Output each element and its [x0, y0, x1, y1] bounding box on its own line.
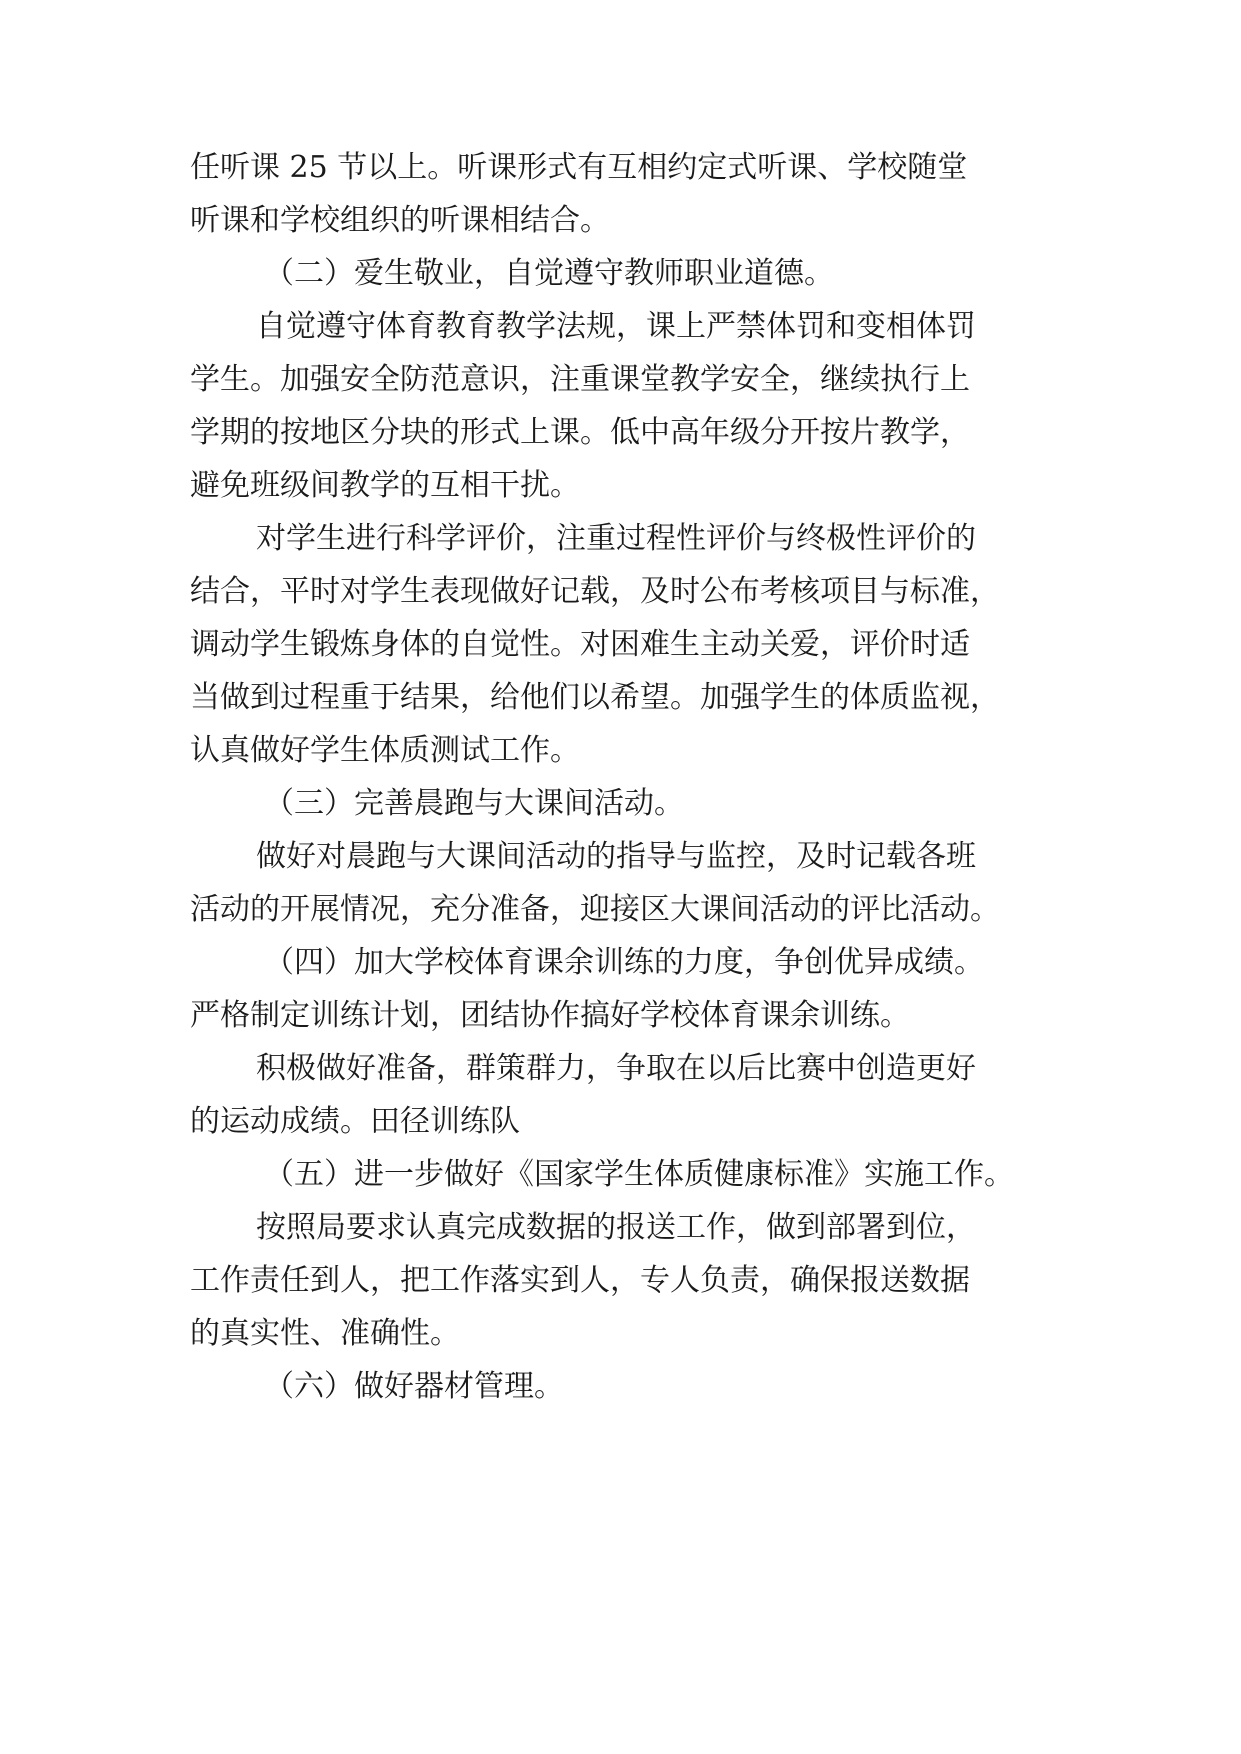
- paragraph-first-line: 按照局要求认真完成数据的报送工作，做到部署到位，: [256, 1210, 976, 1245]
- text-line: 避免班级间教学的互相干扰。: [190, 468, 580, 503]
- text-line: 学生。加强安全防范意识，注重课堂教学安全，继续执行上: [190, 362, 970, 397]
- text-line: 学期的按地区分块的形式上课。低中高年级分开按片教学，: [190, 415, 970, 450]
- text-line: 调动学生锻炼身体的自觉性。对困难生主动关爱，评价时适: [190, 627, 970, 662]
- text-line: 的真实性、准确性。: [190, 1316, 460, 1351]
- section-heading: （五）进一步做好《国家学生体质健康标准》实施工作。: [264, 1157, 1014, 1192]
- section-heading: （六）做好器材管理。: [264, 1369, 564, 1404]
- text-line: 任听课 25 节以上。听课形式有互相约定式听课、学校随堂: [190, 150, 968, 185]
- text-line: 听课和学校组织的听课相结合。: [190, 203, 610, 238]
- text-line: 结合，平时对学生表现做好记载，及时公布考核项目与标准，: [190, 574, 1000, 609]
- text-line: 工作责任到人，把工作落实到人，专人负责，确保报送数据: [190, 1263, 970, 1298]
- text-line: 认真做好学生体质测试工作。: [190, 733, 580, 768]
- text-line: 的运动成绩。田径训练队: [190, 1104, 520, 1139]
- paragraph-first-line: 做好对晨跑与大课间活动的指导与监控，及时记载各班: [256, 839, 976, 874]
- section-heading: （三）完善晨跑与大课间活动。: [264, 786, 684, 821]
- paragraph-first-line: 对学生进行科学评价，注重过程性评价与终极性评价的: [256, 521, 976, 556]
- section-heading: （四）加大学校体育课余训练的力度，争创优异成绩。: [264, 945, 984, 980]
- text-line: 活动的开展情况，充分准备，迎接区大课间活动的评比活动。: [190, 892, 1000, 927]
- text-line: 当做到过程重于结果，给他们以希望。加强学生的体质监视，: [190, 680, 1000, 715]
- paragraph-first-line: 积极做好准备，群策群力，争取在以后比赛中创造更好: [256, 1051, 976, 1086]
- section-heading: （二）爱生敬业，自觉遵守教师职业道德。: [264, 256, 834, 291]
- paragraph-first-line: 自觉遵守体育教育教学法规，课上严禁体罚和变相体罚: [256, 309, 976, 344]
- text-line: 严格制定训练计划，团结协作搞好学校体育课余训练。: [190, 998, 910, 1033]
